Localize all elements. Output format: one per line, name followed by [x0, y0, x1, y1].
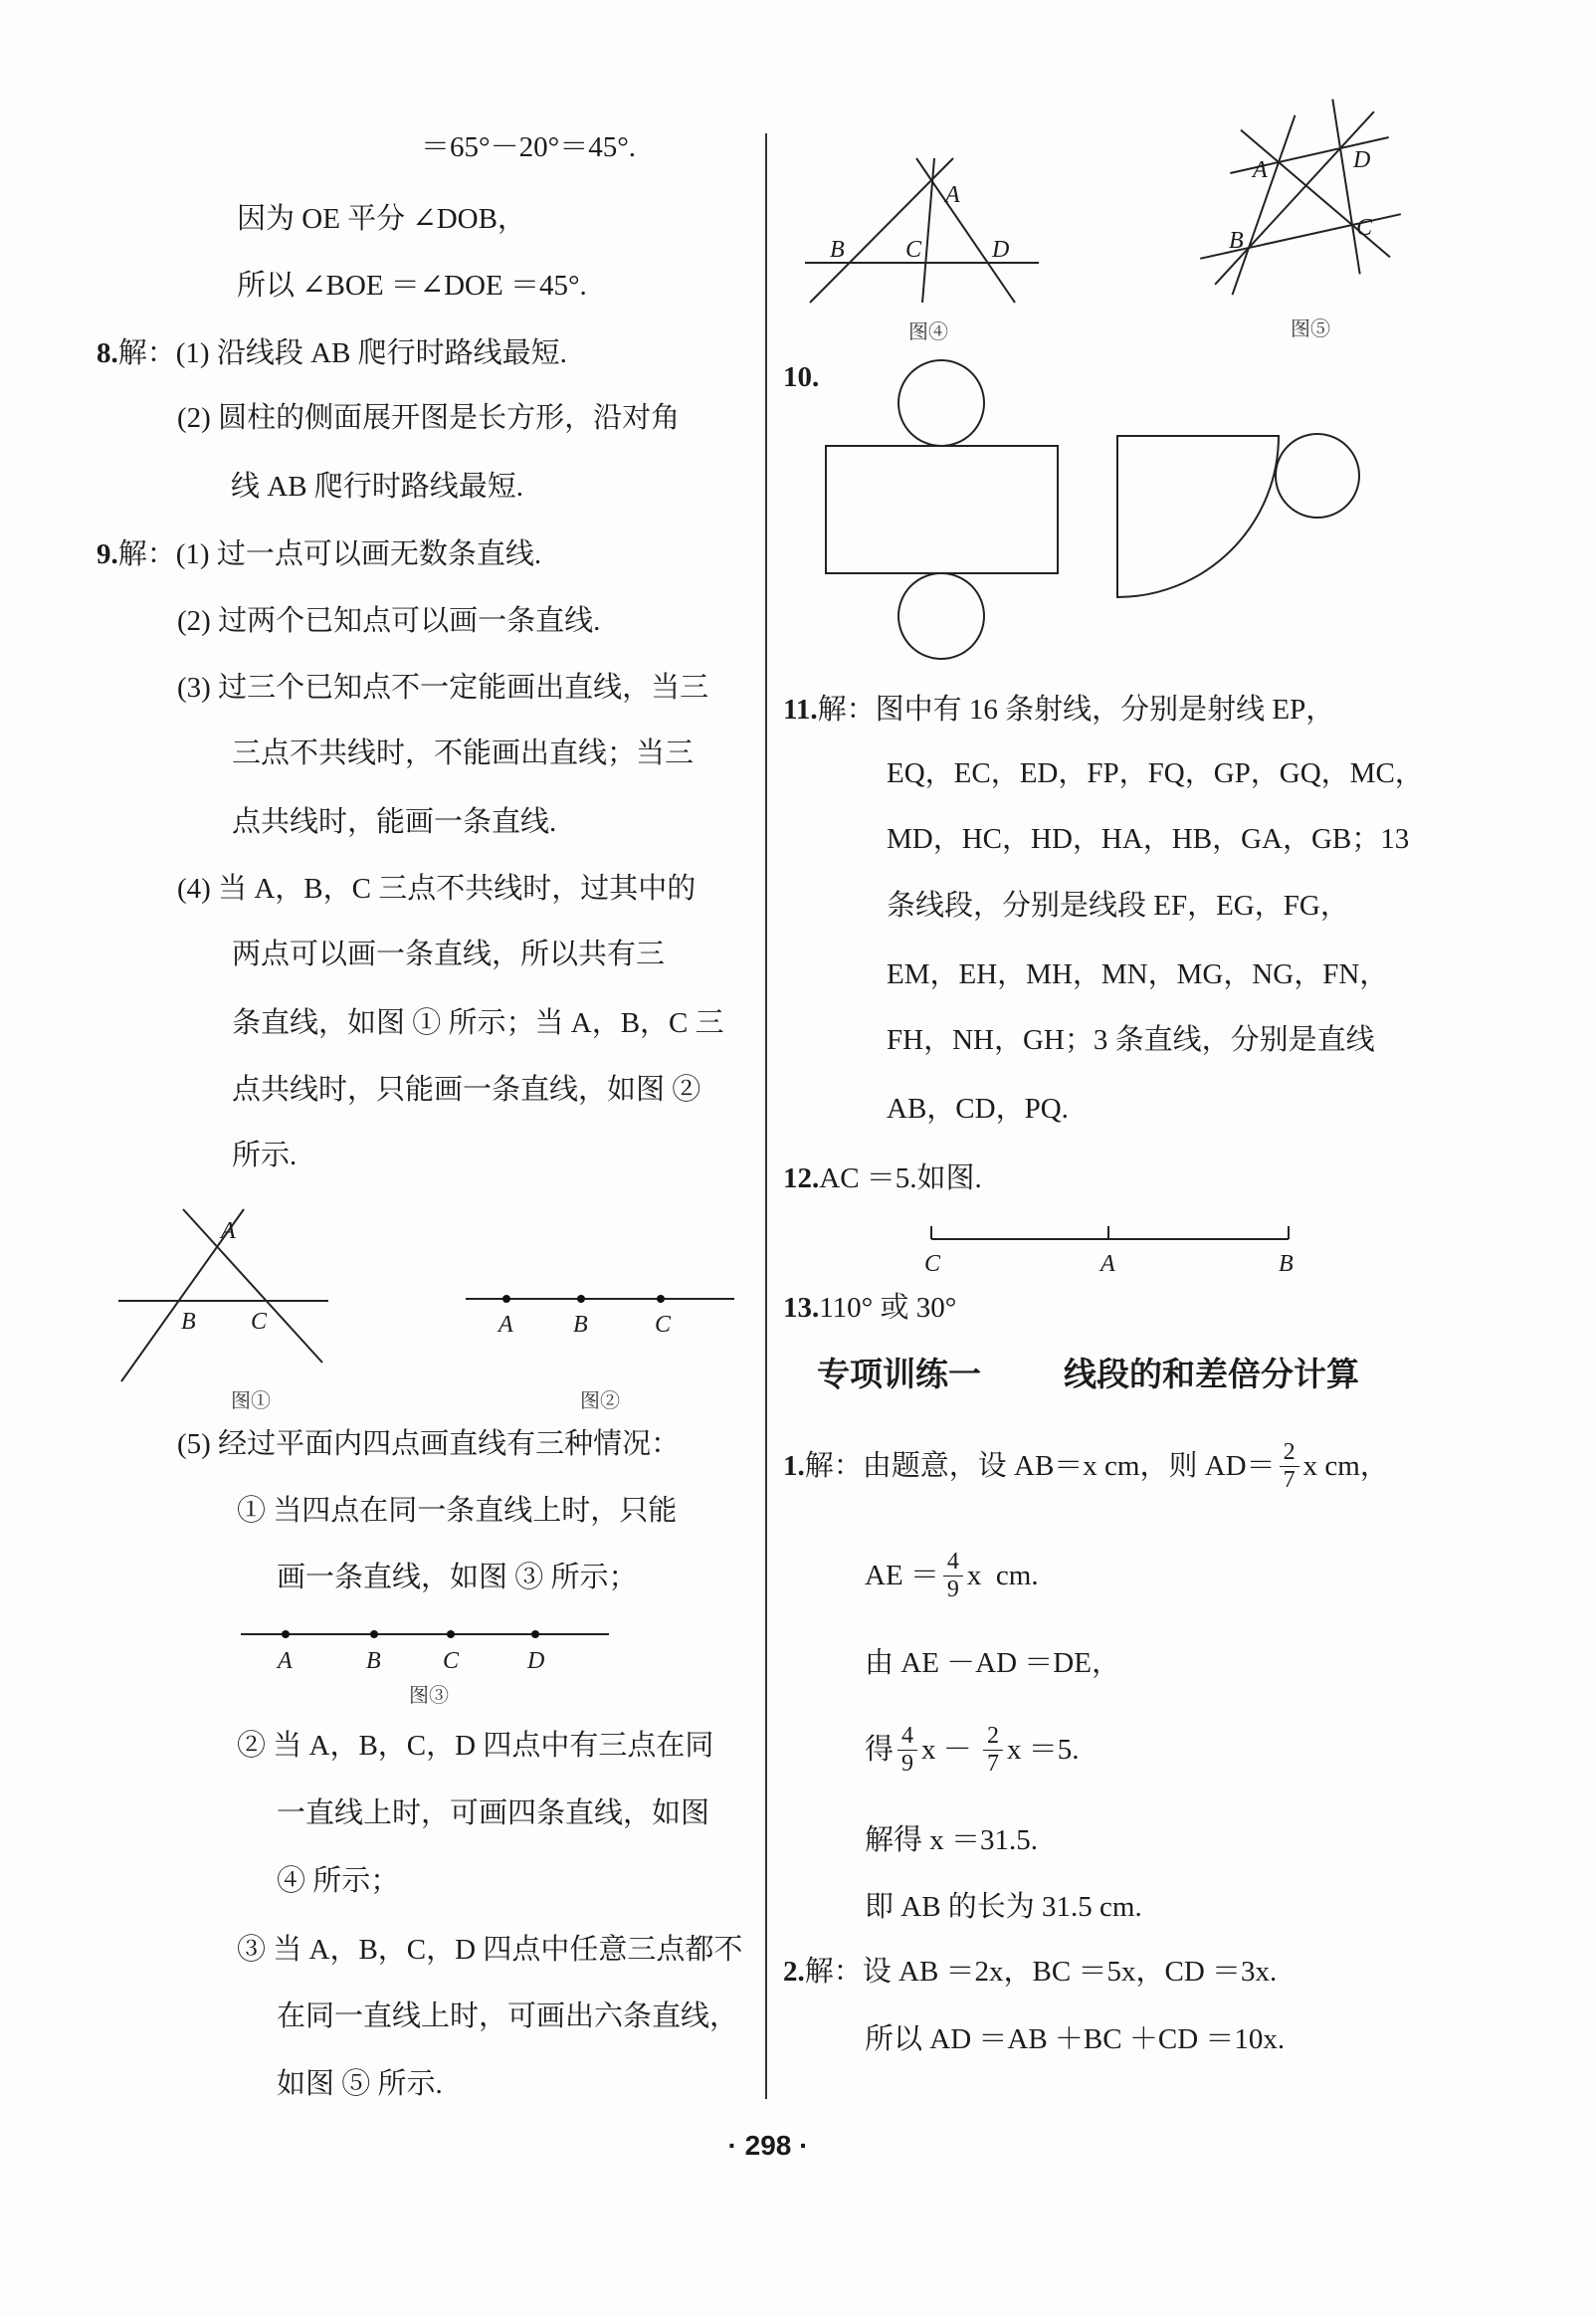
- fig12-label-b: B: [1279, 1251, 1294, 1277]
- q11-line-7: AB，CD，PQ.: [887, 1093, 1069, 1125]
- fig4-label-a: A: [945, 182, 960, 208]
- fig2-label-c: C: [655, 1312, 672, 1338]
- q12-number: 12.: [783, 1162, 820, 1194]
- q9-line-12: ① 当四点在同一条直线上时，只能: [237, 1495, 678, 1527]
- q8-line-2: (2) 圆柱的侧面展开图是长方形，沿对角: [177, 402, 681, 434]
- s1-l1-post: x cm，: [1302, 1450, 1389, 1482]
- fig12-label-c: C: [924, 1251, 941, 1277]
- q9-line-11: (5) 经过平面内四点画直线有三种情况：: [177, 1428, 681, 1460]
- s1-l4-post: x ＝5.: [1007, 1734, 1080, 1766]
- q11-text-1: 解：图中有 16 条射线，分别是射线 EP，: [817, 694, 1335, 726]
- fig3-point-d: [531, 1630, 539, 1638]
- fig1-label-a: A: [221, 1218, 236, 1244]
- fig2-point-b: [577, 1295, 585, 1303]
- cone-lateral-sector: [1117, 436, 1279, 597]
- fraction-denominator: 9: [946, 1576, 959, 1602]
- s1-line-3: 由 AE －AD ＝DE，: [865, 1647, 1120, 1679]
- q8-line-3: 线 AB 爬行时路线最短.: [231, 471, 524, 503]
- fig4-line-ad: [916, 158, 1015, 303]
- fig1-caption: 图①: [231, 1390, 271, 1412]
- fig3-label-a: A: [278, 1648, 293, 1674]
- q11-line-5: EM，EH，MH，MN，MG，NG，FN，: [887, 958, 1389, 990]
- q9-line-10: 所示.: [232, 1140, 298, 1171]
- s2-l1-text: 解：设 AB ＝2x，BC ＝5x，CD ＝3x.: [804, 1956, 1278, 1988]
- fig5-line-bd: [1215, 111, 1374, 285]
- s1-l2-post: x cm.: [966, 1560, 1039, 1591]
- q11-line-3: MD，HC，HD，HA，HB，GA，GB；13: [887, 823, 1410, 855]
- q11-line-6: FH，NH，GH；3 条直线，分别是直线: [887, 1024, 1375, 1056]
- page-number: · 298 ·: [727, 2130, 809, 2161]
- q9-line-7: 两点可以画一条直线，所以共有三: [232, 939, 666, 970]
- section-subtitle: 线段的和差倍分计算: [1064, 1356, 1359, 1392]
- s1-line-5: 解得 x ＝31.5.: [865, 1824, 1039, 1856]
- s1-l1-pre: 解：由题意，设 AB＝x cm，则 AD＝: [804, 1450, 1276, 1482]
- fig2-point-c: [657, 1295, 665, 1303]
- fig5-label-d: D: [1353, 147, 1371, 173]
- figure-5: [1200, 100, 1401, 340]
- fig5-line-ab: [1233, 115, 1296, 295]
- fig3-point-c: [447, 1630, 455, 1638]
- fig5-line-cd: [1332, 100, 1359, 275]
- q9-line-17: ③ 当 A，B，C，D 四点中任意三点都不: [237, 1934, 743, 1966]
- s1-l2-pre: AE ＝: [865, 1560, 939, 1591]
- q9-line-3: (3) 过三个已知点不一定能画出直线，当三: [177, 672, 709, 704]
- figure-1: [118, 1209, 328, 1412]
- fraction-denominator: 7: [987, 1750, 1000, 1777]
- figure-12: [924, 1226, 1294, 1277]
- calc-line: ＝65°－20°＝45°.: [421, 131, 637, 163]
- conclusion-line: 所以 ∠BOE ＝∠DOE ＝45°.: [237, 270, 587, 302]
- cylinder-top-circle: [898, 360, 984, 446]
- fig5-label-c: C: [1356, 215, 1373, 241]
- fig5-label-a: A: [1253, 157, 1268, 183]
- s1-number: 1.: [783, 1450, 805, 1482]
- fraction-denominator: 9: [901, 1750, 914, 1777]
- q9-line-8: 条直线，如图 ① 所示；当 A，B，C 三: [232, 1007, 724, 1039]
- q9-line-15: 一直线上时，可画四条直线，如图: [277, 1797, 710, 1829]
- s1-line-6: 即 AB 的长为 31.5 cm.: [865, 1891, 1142, 1923]
- fig3-point-b: [370, 1630, 378, 1638]
- fig1-label-c: C: [251, 1309, 268, 1335]
- fig2-label-b: B: [573, 1312, 588, 1338]
- fig4-label-b: B: [830, 237, 845, 263]
- fig4-label-d: D: [992, 237, 1010, 263]
- cylinder-bottom-circle: [898, 573, 984, 659]
- fig2-point-a: [502, 1295, 510, 1303]
- fig2-caption: 图②: [580, 1390, 620, 1412]
- q13-number: 13.: [783, 1292, 820, 1324]
- cylinder-lateral-rectangle: [826, 446, 1058, 573]
- cone-base-circle: [1276, 434, 1359, 518]
- q10-number: 10.: [783, 361, 820, 393]
- q12-text: AC ＝5.如图.: [819, 1162, 982, 1194]
- fig4-label-c: C: [905, 237, 922, 263]
- fig2-label-a: A: [499, 1312, 513, 1338]
- fig5-label-b: B: [1229, 228, 1244, 254]
- fraction-numerator: 2: [983, 1723, 1003, 1751]
- fig1-line-ac: [183, 1209, 322, 1363]
- q9-line-5: 点共线时，能画一条直线.: [232, 806, 557, 838]
- fig4-caption: 图④: [908, 321, 948, 343]
- fraction-numerator: 4: [943, 1549, 963, 1577]
- q8-number: 8.: [97, 337, 118, 369]
- s2-number: 2.: [783, 1956, 805, 1988]
- fraction-denominator: 7: [1283, 1466, 1296, 1493]
- q9-number: 9.: [97, 538, 118, 570]
- q9-text-a: 解：(1) 过一点可以画无数条直线.: [117, 538, 542, 570]
- q9-line-6: (4) 当 A，B，C 三点不共线时，过其中的: [177, 873, 697, 905]
- fig5-caption: 图⑤: [1291, 318, 1330, 340]
- q9-line-9: 点共线时，只能画一条直线，如图 ②: [232, 1074, 701, 1106]
- fig4-line-ac: [922, 158, 934, 303]
- fig3-label-b: B: [366, 1648, 381, 1674]
- q11-line-4: 条线段，分别是线段 EF，EG，FG，: [887, 890, 1349, 922]
- figure-2: [466, 1295, 734, 1412]
- q9-line-19: 如图 ⑤ 所示.: [277, 2068, 443, 2100]
- q9-line-14: ② 当 A，B，C，D 四点中有三点在同: [237, 1730, 714, 1762]
- fig3-label-c: C: [443, 1648, 460, 1674]
- figure-4: [805, 158, 1039, 343]
- q9-line-18: 在同一直线上时，可画出六条直线，: [277, 2000, 739, 2032]
- q13-text: 110° 或 30°: [819, 1292, 957, 1324]
- fig3-label-d: D: [527, 1648, 545, 1674]
- fig12-label-a: A: [1100, 1251, 1115, 1277]
- section-title: 专项训练一: [817, 1356, 981, 1392]
- fig3-caption: 图③: [409, 1685, 449, 1707]
- q8-text-a: 解：(1) 沿线段 AB 爬行时路线最短.: [117, 337, 567, 369]
- fraction-numerator: 4: [898, 1723, 917, 1751]
- q9-line-16: ④ 所示；: [277, 1865, 400, 1897]
- q9-line-2: (2) 过两个已知点可以画一条直线.: [177, 605, 601, 637]
- s1-l4-mid: x －: [921, 1734, 980, 1766]
- q9-line-13: 画一条直线，如图 ③ 所示；: [277, 1562, 638, 1593]
- reason-line: 因为 OE 平分 ∠DOB，: [237, 203, 526, 235]
- q11-number: 11.: [783, 694, 818, 726]
- fig3-point-a: [282, 1630, 290, 1638]
- fig1-label-b: B: [181, 1309, 196, 1335]
- figure-10: [826, 360, 1359, 659]
- fraction-numerator: 2: [1280, 1439, 1299, 1467]
- figure-3: [241, 1630, 609, 1707]
- s1-l4-pre: 得: [865, 1734, 895, 1766]
- s2-line-2: 所以 AD ＝AB ＋BC ＋CD ＝10x.: [865, 2023, 1286, 2055]
- q9-line-4: 三点不共线时，不能画出直线；当三: [232, 737, 695, 769]
- q11-line-2: EQ，EC，ED，FP，FQ，GP，GQ，MC，: [887, 757, 1424, 789]
